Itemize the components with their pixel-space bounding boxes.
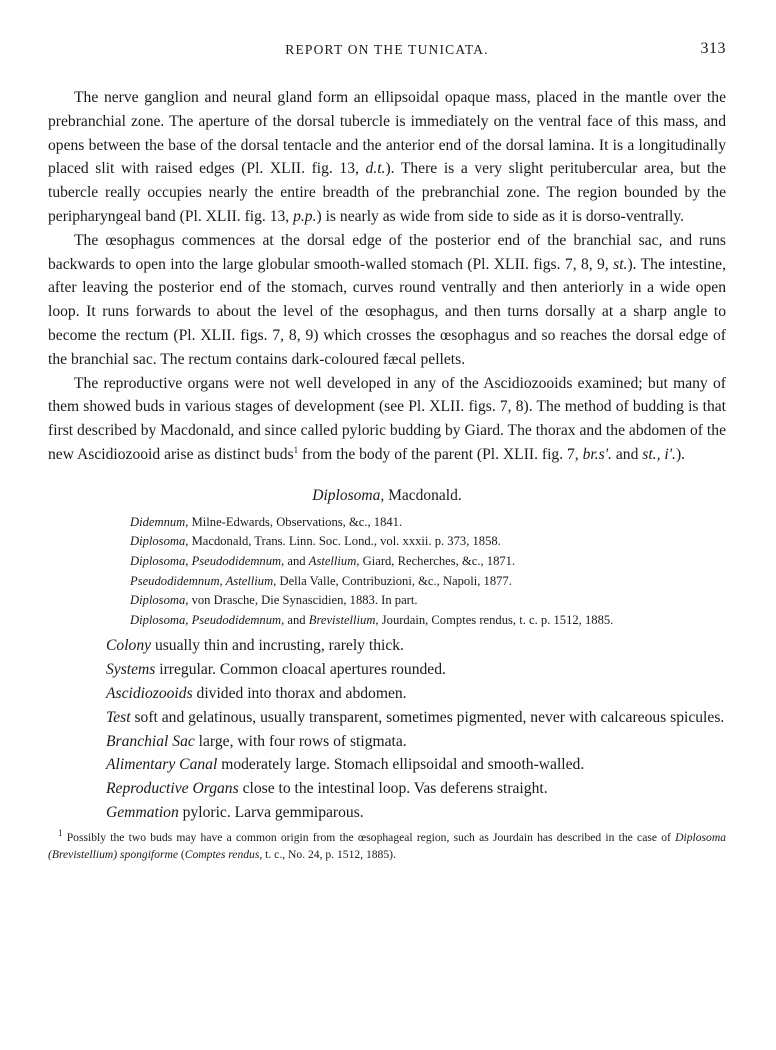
synonym-entry: Diplosoma, von Drasche, Die Synascidien, 1883. In part.: [130, 593, 418, 608]
character-systems: Systems irregular. Common cloacal apertures rounded.: [106, 661, 446, 679]
page-number: 313: [700, 40, 726, 57]
character-gemmation: Gemmation pyloric. Larva gemmiparous.: [106, 803, 364, 821]
character-alimentary-canal: Alimentary Canal moderately large. Stomach ellipsoidal and smooth-walled.: [106, 756, 585, 774]
character-reproductive-organs: Reproductive Organs close to the intestinal loop. Vas deferens straight.: [106, 780, 548, 798]
character-ascidiozooids: Ascidiozooids divided into thorax and abdomen.: [106, 684, 407, 702]
running-title: REPORT ON THE TUNICATA.: [285, 42, 489, 57]
paragraph-reproductive-organs: The reproductive organs were not well developed in any of the Ascidiozooids examined; but many of them showed buds in various stages of development (see Pl. XLII. figs. 7, 8). The method of budding is that first described by Macdonald, and since called pyloric budding by Giard. The thorax and the abdomen of the new Ascidiozooid arise as distinct buds$^1$ from the body of the parent (Pl. XLII. fig. 7, br.s'. and st., i'.).: [48, 374, 726, 463]
synonym-entry: Diplosoma, Macdonald, Trans. Linn. Soc. Lond., vol. xxxii. p. 373, 1858.: [130, 534, 501, 549]
character-branchial-sac: Branchial Sac large, with four rows of stigmata.: [106, 732, 407, 750]
synonym-entry: Didemnum, Milne-Edwards, Observations, &c., 1841.: [130, 514, 403, 529]
body-text: [48, 86, 726, 863]
synonym-entry: Pseudodidemnum, Astellium, Della Valle, Contribuzioni, &c., Napoli, 1877.: [130, 573, 512, 588]
footnote-reference[interactable]: 1: [293, 444, 299, 455]
synonymy-list: [130, 513, 726, 631]
genus-heading: Diplosoma, Macdonald.: [312, 486, 462, 504]
synonym-entry: Diplosoma, Pseudodidemnum, and Astellium, Giard, Recherches, &c., 1871.: [130, 553, 516, 568]
generic-characters: [106, 634, 726, 824]
character-test: Test soft and gelatinous, usually transparent, sometimes pigmented, never with calcareous spicules.: [106, 708, 725, 726]
page: [48, 38, 726, 863]
character-colony: Colony usually thin and incrusting, rarely thick.: [106, 637, 404, 655]
footnote: $^1$ Possibly the two buds may have a common origin from the œsophageal region, such as Jourdain has described in the case of Diplosoma (Brevistellium) spongiforme (Comptes rendus, t. c., No. 24, p. 1512, 1885).: [48, 827, 726, 861]
footnote-marker: 1: [58, 827, 63, 838]
paragraph-oesophagus: The œsophagus commences at the dorsal edge of the posterior end of the branchial sac, and runs backwards to open into the large globular smooth-walled stomach (Pl. XLII. figs. 7, 8, 9, st.). The intestine, after leaving the posterior end of the stomach, curves round ventrally and then anteriorly in a wide open loop. It runs forwards to about the level of the œsophagus, and then turns dorsally at a sharp angle to become the rectum (Pl. XLII. figs. 7, 8, 9) which crosses the œsophagus and so reaches the dorsal edge of the branchial sac. The rectum contains dark-coloured fæcal pellets.: [48, 231, 726, 368]
synonym-entry: Diplosoma, Pseudodidemnum, and Brevistellium, Jourdain, Comptes rendus, t. c. p. 1512, 1885.: [130, 612, 614, 627]
paragraph-nerve-ganglion: The nerve ganglion and neural gland form an ellipsoidal opaque mass, placed in the mantle over the prebranchial zone. The aperture of the dorsal tubercle is immediately on the ventral face of this mass, and opens between the base of the dorsal tentacle and the anterior end of the dorsal lamina. It is a longitudinally placed slit with raised edges (Pl. XLII. fig. 13, d.t.). There is a very slight peritubercular area, but the tubercle really occupies nearly the entire breadth of the prebranchial zone. The region bounded by the peripharyngeal band (Pl. XLII. fig. 13, p.p.) is nearly as wide from side to side as it is dorso-ventrally.: [48, 89, 726, 225]
running-header: [48, 38, 726, 62]
